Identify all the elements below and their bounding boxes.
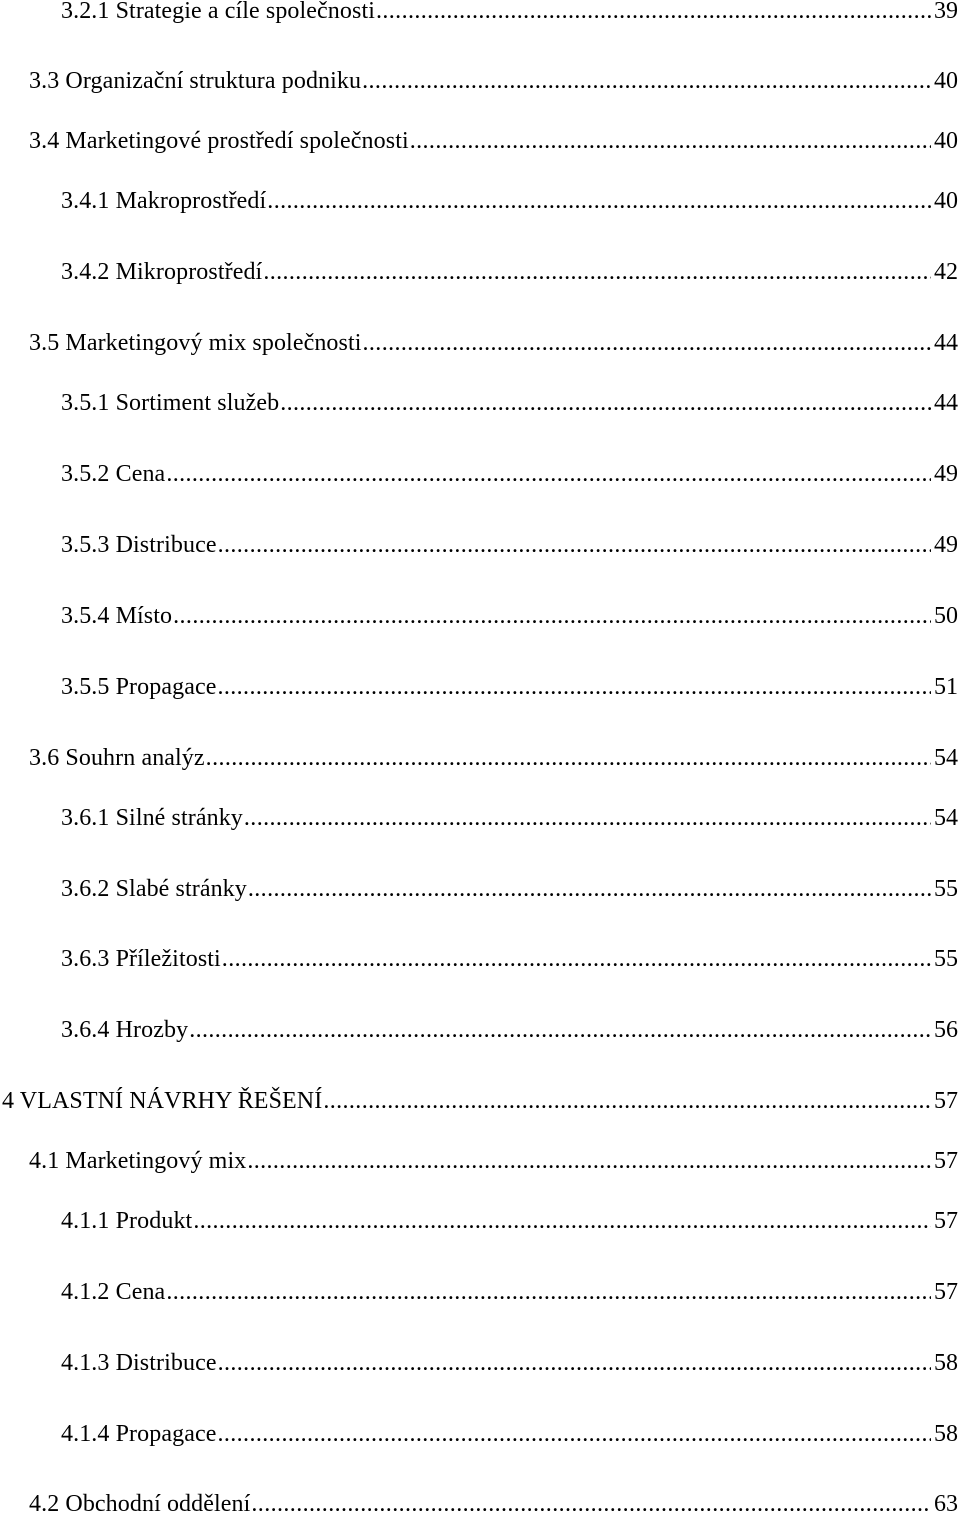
toc-entry-page: 56: [934, 1017, 958, 1043]
toc-entry[interactable]: [61, 1207, 958, 1235]
toc-entry-title: 4.1.3 Distribuce: [61, 1350, 217, 1376]
toc-dot-leader: [193, 1207, 931, 1235]
toc-entry[interactable]: [61, 1349, 958, 1377]
toc-dot-leader: [217, 673, 931, 701]
toc-entry-page: 50: [934, 603, 958, 629]
toc-dot-leader: [217, 1420, 931, 1448]
toc-entry-page: 40: [934, 128, 958, 154]
toc-entry-page: 49: [934, 532, 958, 558]
toc-entry-page: 63: [934, 1491, 958, 1517]
toc-entry-page: 55: [934, 946, 958, 972]
toc-entry[interactable]: [61, 187, 958, 215]
toc-entry-title: 3.4.2 Mikroprostředí: [61, 259, 263, 285]
toc-entry-page: 51: [934, 674, 958, 700]
toc-dot-leader: [166, 1278, 931, 1306]
toc-entry-title: 3.6.1 Silné stránky: [61, 805, 243, 831]
toc-entry-title: 4.1.2 Cena: [61, 1279, 166, 1305]
toc-entry[interactable]: [29, 67, 958, 95]
toc-entry[interactable]: [29, 1490, 958, 1518]
toc-entry-page: 57: [934, 1148, 958, 1174]
toc-entry[interactable]: [61, 1278, 958, 1306]
toc-entry-page: 57: [934, 1279, 958, 1305]
toc-dot-leader: [363, 329, 932, 357]
toc-entry-page: 57: [934, 1208, 958, 1234]
toc-dot-leader: [362, 67, 931, 95]
toc-entry-page: 55: [934, 876, 958, 902]
toc-dot-leader: [218, 531, 931, 559]
toc-dot-leader: [280, 389, 931, 417]
toc-dot-leader: [410, 127, 931, 155]
toc-entry-page: 40: [934, 188, 958, 214]
toc-entry[interactable]: [61, 258, 958, 286]
toc-entry-title: 3.6 Souhrn analýz: [29, 745, 205, 771]
toc-dot-leader: [323, 1087, 931, 1115]
toc-entry[interactable]: [61, 389, 958, 417]
toc-dot-leader: [189, 1016, 931, 1044]
toc-entry-title: 3.5.1 Sortiment služeb: [61, 390, 280, 416]
toc-dot-leader: [206, 744, 931, 772]
toc-entry-page: 54: [934, 805, 958, 831]
toc-entry-page: 57: [934, 1088, 958, 1114]
toc-entry-title: 3.5.4 Místo: [61, 603, 173, 629]
toc-dot-leader: [166, 460, 931, 488]
toc-entry[interactable]: [29, 744, 958, 772]
toc-entry[interactable]: [61, 804, 958, 832]
toc-entry[interactable]: [29, 127, 958, 155]
toc-entry-title: 3.3 Organizační struktura podniku: [29, 68, 362, 94]
toc-dot-leader: [251, 1490, 931, 1518]
toc-entry-title: 3.4 Marketingové prostředí společnosti: [29, 128, 409, 154]
toc-entry[interactable]: [61, 945, 958, 973]
toc-dot-leader: [247, 1147, 931, 1175]
toc-entry-title: 3.5 Marketingový mix společnosti: [29, 330, 362, 356]
toc-entry-page: 44: [934, 390, 958, 416]
toc-entry[interactable]: [61, 1420, 958, 1448]
toc-entry[interactable]: [61, 0, 958, 25]
toc-entry-title: 4.1.4 Propagace: [61, 1421, 217, 1447]
toc-dot-leader: [267, 187, 931, 215]
toc-entry-title: 3.4.1 Makroprostředí: [61, 188, 267, 214]
toc-dot-leader: [173, 602, 931, 630]
toc-entry[interactable]: [61, 1016, 958, 1044]
toc-dot-leader: [248, 875, 931, 903]
toc-entry-page: 49: [934, 461, 958, 487]
toc-entry-page: 40: [934, 68, 958, 94]
toc-entry[interactable]: [61, 531, 958, 559]
toc-entry-title: 3.5.5 Propagace: [61, 674, 217, 700]
toc-entry-page: 44: [934, 330, 958, 356]
toc-entry-title: 4.1.1 Produkt: [61, 1208, 193, 1234]
toc-dot-leader: [222, 945, 931, 973]
toc-entry[interactable]: [29, 1147, 958, 1175]
toc-dot-leader: [244, 804, 931, 832]
toc-entry[interactable]: [61, 602, 958, 630]
toc-entry-title: 4 VLASTNÍ NÁVRHY ŘEŠENÍ: [2, 1088, 323, 1114]
toc-entry[interactable]: [61, 673, 958, 701]
toc-dot-leader: [218, 1349, 931, 1377]
toc-entry-title: 3.5.2 Cena: [61, 461, 166, 487]
toc-entry[interactable]: [61, 875, 958, 903]
toc-entry[interactable]: [29, 329, 958, 357]
toc-entry-title: 3.6.3 Příležitosti: [61, 946, 221, 972]
toc-entry-page: 54: [934, 745, 958, 771]
toc-entry-title: 3.2.1 Strategie a cíle společnosti: [61, 0, 375, 24]
toc-entry-title: 3.6.4 Hrozby: [61, 1017, 189, 1043]
toc-entry-page: 58: [934, 1421, 958, 1447]
toc-entry-title: 4.2 Obchodní oddělení: [29, 1491, 251, 1517]
toc-entry[interactable]: [61, 460, 958, 488]
toc-entry-title: 4.1 Marketingový mix: [29, 1148, 247, 1174]
toc-entry-page: 42: [934, 259, 958, 285]
toc-entry-page: 58: [934, 1350, 958, 1376]
toc-dot-leader: [376, 0, 931, 25]
toc-entry-title: 3.6.2 Slabé stránky: [61, 876, 247, 902]
toc-entry-page: 39: [934, 0, 958, 24]
toc-entry-title: 3.5.3 Distribuce: [61, 532, 217, 558]
toc-entry[interactable]: [2, 1087, 958, 1115]
toc-dot-leader: [263, 258, 931, 286]
